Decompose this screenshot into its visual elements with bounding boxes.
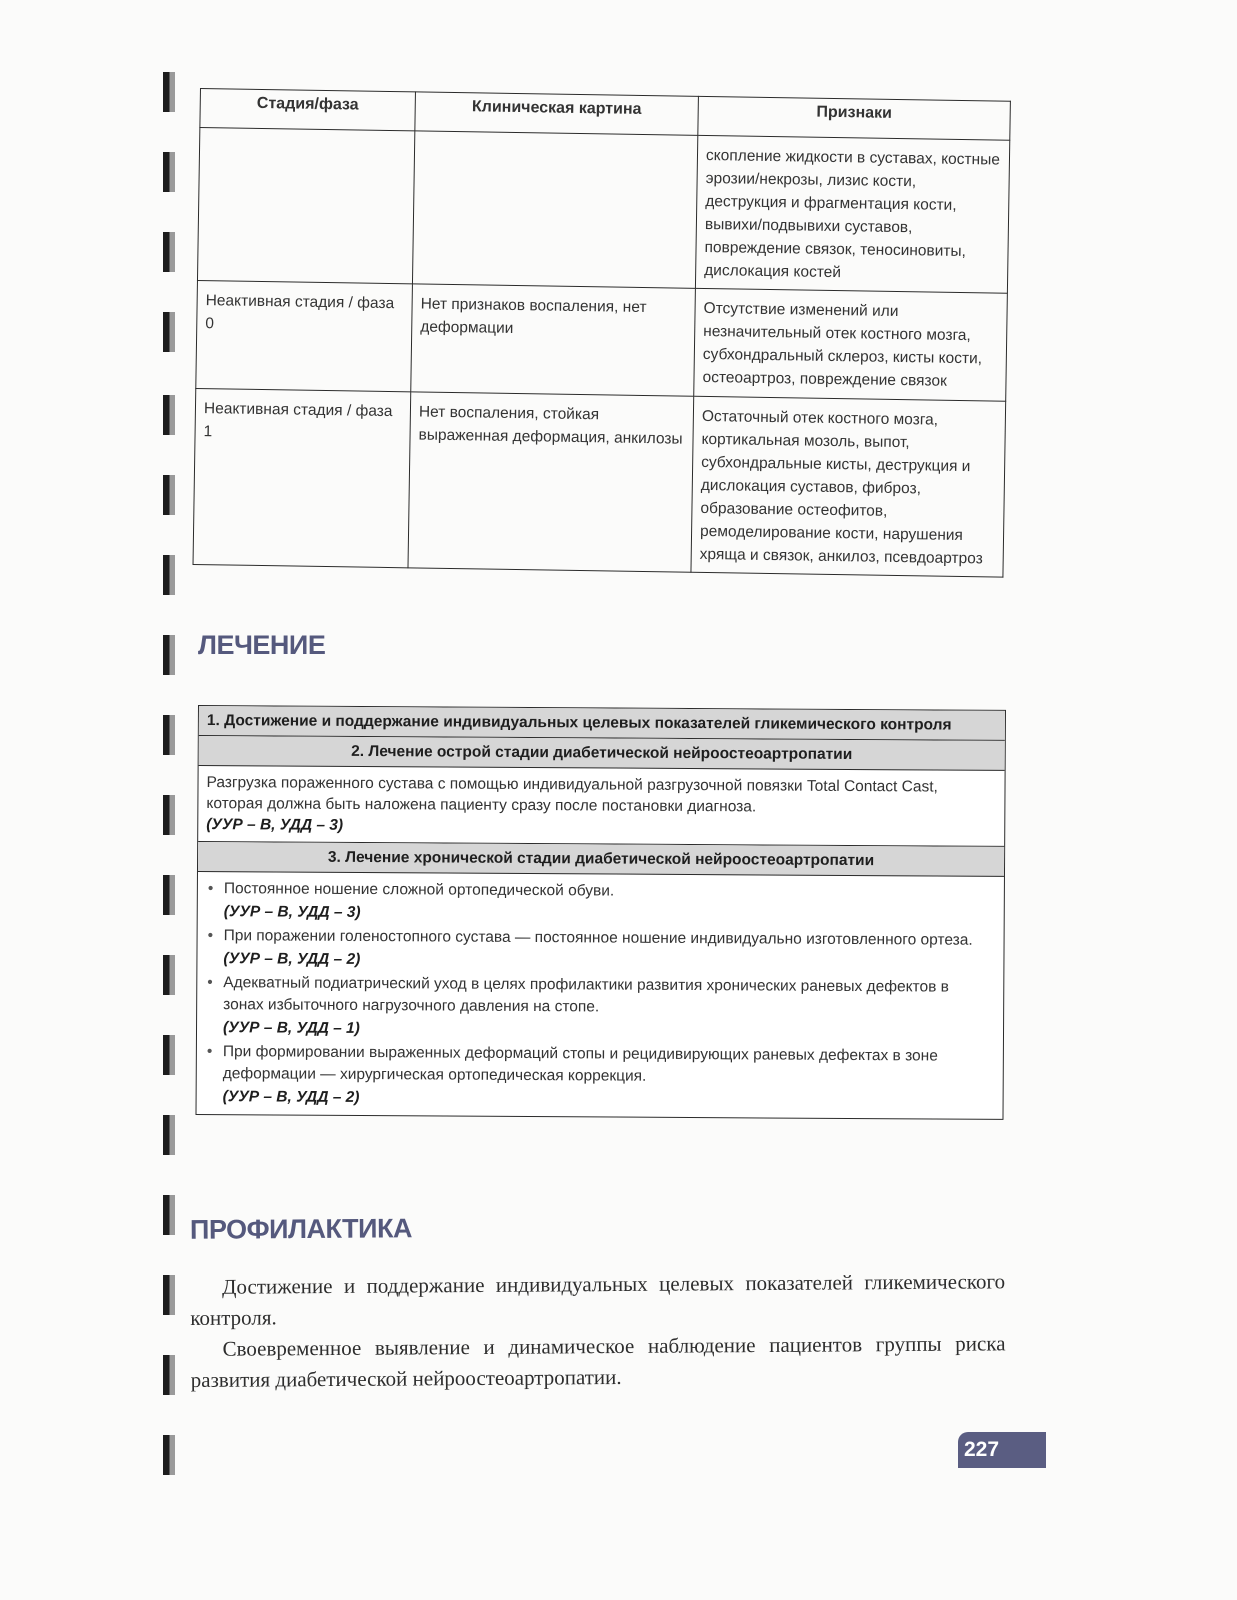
cell-stage	[197, 128, 414, 284]
page-number: 227	[958, 1432, 1046, 1468]
page-edge-marks	[163, 0, 183, 1600]
list-item	[205, 925, 991, 975]
edge-mark	[163, 1275, 175, 1315]
bullet-text: При поражении голеностопного сустава — постоянное ношение индивидуально изготовленного ортеза.	[223, 927, 973, 949]
evidence-level: (УУР – В, УДД – 3)	[206, 816, 344, 834]
edge-mark	[163, 1115, 175, 1155]
edge-mark	[163, 795, 175, 835]
treatment-item-3-list	[197, 872, 1004, 1119]
edge-mark	[163, 152, 175, 192]
table-row	[196, 280, 1008, 401]
edge-mark	[163, 1435, 175, 1475]
bullet-text: При формировании выраженных деформаций стопы и рецидивирующих раневых дефектах в зоне деформации — хирургическая ортопедическая коррекция.	[222, 1043, 938, 1085]
treatment-item-1: 1. Достижение и поддержание индивидуальных целевых показателей гликемического контроля	[199, 706, 1005, 741]
header-clinical: Клиническая картина	[415, 92, 699, 135]
edge-mark	[163, 875, 175, 915]
prevention-paragraph: Достижение и поддержание индивидуальных целевых показателей гликемического контроля.	[190, 1269, 1006, 1330]
edge-mark	[163, 312, 175, 352]
treatment-item-2-title: 2. Лечение острой стадии диабетической нейроостеоартропатии	[199, 736, 1005, 771]
treatment-heading: ЛЕЧЕНИЕ	[198, 630, 326, 660]
evidence-level: (УУР – В, УДД – 2)	[223, 950, 361, 968]
treatment-box	[195, 705, 1005, 1120]
cell-stage: Неактивная стадия / фаза 0	[196, 280, 413, 391]
edge-mark	[163, 1355, 175, 1395]
evidence-level: (УУР – В, УДД – 2)	[222, 1088, 360, 1106]
treatment-item-3-title: 3. Лечение хронической стадии диабетической нейроостеоартропатии	[198, 842, 1004, 877]
edge-mark	[163, 555, 175, 595]
edge-mark	[163, 395, 175, 435]
list-item	[205, 972, 991, 1044]
cell-signs: Отсутствие изменений или незначительный отек костного мозга, субхондральный склероз, кисты кости, остеоартроз, повреждение связок	[694, 288, 1008, 401]
edge-mark	[163, 715, 175, 755]
cell-signs: скопление жидкости в суставах, костные эрозии/некрозы, лизис кости, деструкция и фрагментация кости, вывихи/подвывихи суставов, повреждение связок, теносиновиты, дислокация костей	[695, 135, 1009, 293]
edge-mark	[163, 635, 175, 675]
prevention-text	[190, 1266, 1006, 1396]
prevention-paragraph: Своевременное выявление и динамическое наблюдение пациентов группы риска развития диабетической нейроостеоартропатии.	[190, 1331, 1006, 1392]
edge-mark	[163, 1035, 175, 1075]
edge-mark	[163, 1195, 175, 1235]
prevention-heading: ПРОФИЛАКТИКА	[189, 1213, 413, 1245]
evidence-level: (УУР – В, УДД – 3)	[223, 903, 361, 921]
cell-clinical: Нет признаков воспаления, нет деформации	[411, 284, 696, 396]
table-row	[193, 388, 1006, 577]
cell-clinical: Нет воспаления, стойкая выраженная деформация, анкилозы	[408, 392, 694, 572]
cell-stage: Неактивная стадия / фаза 1	[193, 388, 411, 567]
edge-mark	[163, 475, 175, 515]
bullet-text: Постоянное ношение сложной ортопедической обуви.	[223, 880, 615, 900]
stage-table	[193, 88, 1011, 578]
list-item	[206, 878, 992, 928]
list-item	[205, 1041, 991, 1113]
header-signs: Признаки	[698, 96, 1011, 140]
edge-mark	[163, 232, 175, 272]
treatment-item-2-body	[198, 766, 1004, 847]
edge-mark	[163, 72, 175, 112]
header-stage: Стадия/фаза	[200, 89, 416, 131]
bullet-text: Адекватный подиатрический уход в целях профилактики развития хронических раневых дефектов в зонах избыточного нагрузочного давления на стопе.	[223, 974, 949, 1016]
table-row	[197, 128, 1009, 294]
cell-clinical	[412, 131, 697, 288]
treatment-item-2-text: Разгрузка пораженного сустава с помощью индивидуальной разгрузочной повязки Total Contact Cast, которая должна быть наложена пациенту сразу после постановки диагноза.	[206, 774, 938, 816]
edge-mark	[163, 955, 175, 995]
evidence-level: (УУР – В, УДД – 1)	[222, 1019, 360, 1037]
cell-signs: Остаточный отек костного мозга, кортикальная мозоль, выпот, субхондральные кисты, деструкция и дислокация суставов, фиброз, образование остеофитов, ремоделирование кости, нарушения хряща и связок, анкилоз, псевдоартроз	[691, 396, 1006, 577]
